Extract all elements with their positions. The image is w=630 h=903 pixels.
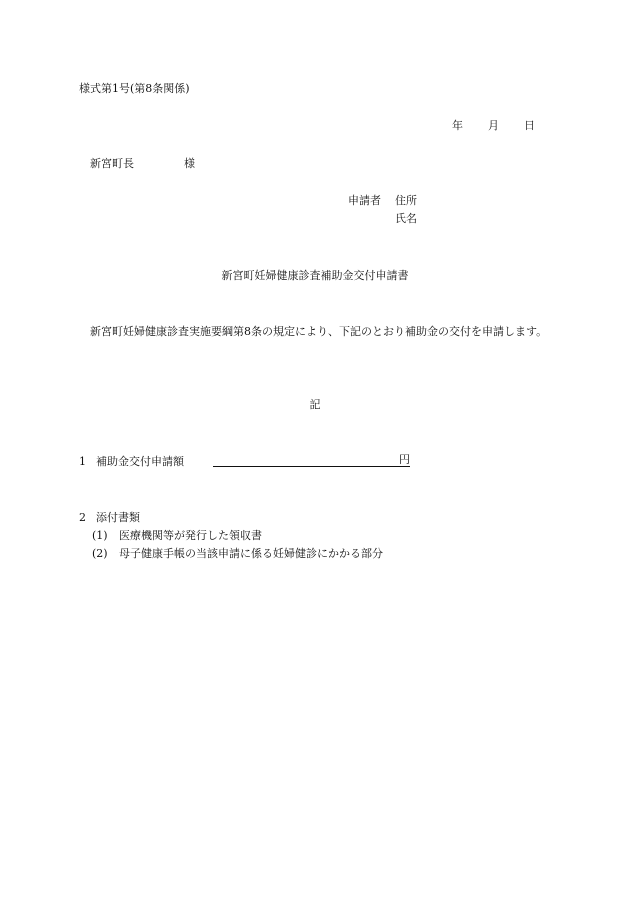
- address-label: 住所: [395, 194, 417, 207]
- date-year-label: 年: [452, 119, 463, 132]
- item-attachments-number: 2: [79, 511, 86, 524]
- item-attachments-label: 添付書類: [96, 511, 140, 524]
- addressee-honorific: 様: [184, 157, 195, 170]
- date-month-label: 月: [488, 119, 499, 132]
- attachment-text: 医療機関等が発行した領収書: [119, 529, 262, 542]
- body-paragraph: 新宮町妊婦健康診査実施要綱第8条の規定により、下記のとおり補助金の交付を申請します。: [90, 325, 548, 338]
- date-day-label: 日: [524, 119, 535, 132]
- attachment-number: (1): [92, 529, 108, 542]
- name-label: 氏名: [395, 212, 417, 225]
- form-number: 様式第1号(第8条関係): [79, 82, 190, 95]
- amount-field[interactable]: [213, 454, 410, 467]
- ki-heading: 記: [309, 398, 321, 411]
- applicant-label: 申請者: [348, 194, 381, 207]
- attachment-number: (2): [92, 547, 108, 560]
- attachment-text: 母子健康手帳の当該申請に係る妊婦健診にかかる部分: [119, 547, 383, 560]
- addressee-name: 新宮町長: [90, 157, 134, 170]
- document-title: 新宮町妊婦健康診査補助金交付申請書: [221, 269, 409, 282]
- amount-unit: 円: [399, 453, 410, 466]
- item-amount-label: 補助金交付申請額: [96, 455, 184, 468]
- item-amount-number: 1: [79, 455, 86, 468]
